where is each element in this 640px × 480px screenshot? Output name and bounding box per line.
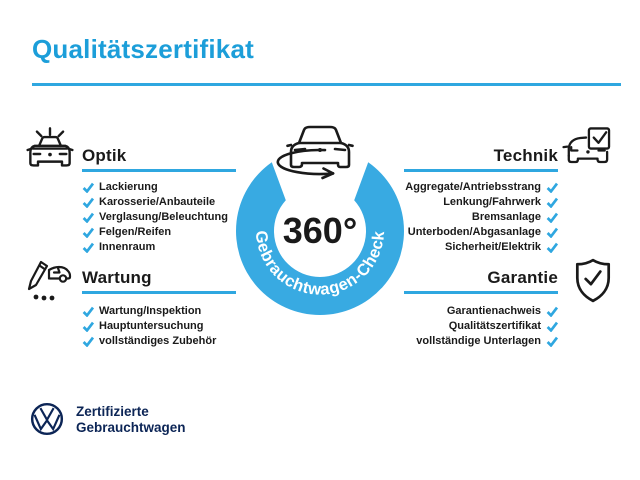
list-item-label: Bremsanlage (471, 211, 541, 223)
pen-car-checklist-icon (24, 256, 74, 306)
brand-line2: Gebrauchtwagen (76, 420, 186, 435)
degrees-label: 360° (282, 210, 358, 251)
check-icon (82, 336, 94, 347)
section-heading: Wartung (82, 268, 152, 287)
check-icon (82, 182, 94, 193)
list-item (82, 240, 236, 255)
car-checkbox-icon (562, 127, 612, 173)
list-item-label: vollständiges Zubehör (99, 335, 217, 347)
list-item-label: Wartung/Inspektion (99, 305, 202, 317)
ring-text-label: Gebrauchtwagen-Check (251, 229, 389, 299)
check-icon (546, 212, 558, 223)
list-item-label: Hauptuntersuchung (99, 320, 204, 332)
section-optik (82, 146, 236, 255)
shield-check-icon (574, 258, 612, 304)
list-item-label: Aggregate/Antriebsstrang (405, 181, 541, 193)
vw-logo (30, 402, 64, 436)
list-item (82, 319, 236, 334)
list-item-label: Unterboden/Abgasanlage (407, 226, 541, 238)
list-item (404, 180, 558, 195)
section-divider (404, 169, 558, 172)
check-icon (82, 242, 94, 253)
list-item-label: Innenraum (99, 241, 156, 253)
car-headlights-icon (26, 126, 74, 170)
list-item-label: Garantienachweis (446, 305, 541, 317)
list-item (82, 334, 236, 349)
check-icon (546, 306, 558, 317)
section-heading: Garantie (487, 268, 558, 287)
list-item-label: Sicherheit/Elektrik (445, 241, 541, 253)
360-check-badge (225, 118, 415, 318)
list-item (404, 319, 558, 334)
list-item-label: Verglasung/Beleuchtung (99, 211, 228, 223)
list-item (82, 304, 236, 319)
page-title: Qualitätszertifikat (32, 34, 254, 64)
check-icon (82, 306, 94, 317)
section-heading: Optik (82, 146, 127, 165)
check-icon (82, 321, 94, 332)
check-icon (82, 197, 94, 208)
title-divider (32, 83, 621, 86)
section-divider (82, 169, 236, 172)
section-heading: Technik (493, 146, 558, 165)
list-item-label: Felgen/Reifen (99, 226, 172, 238)
list-item (404, 195, 558, 210)
list-item (82, 225, 236, 240)
list-item (404, 210, 558, 225)
list-item (404, 334, 558, 349)
list-item (82, 180, 236, 195)
list-item-label: Lenkung/Fahrwerk (443, 196, 541, 208)
check-icon (546, 242, 558, 253)
brand-line1: Zertifizierte (76, 404, 149, 419)
list-item (404, 240, 558, 255)
check-icon (546, 321, 558, 332)
check-icon (546, 227, 558, 238)
section-wartung (82, 268, 236, 349)
list-item-label: Qualitätszertifikat (448, 320, 541, 332)
section-technik (404, 146, 558, 255)
list-item-label: Karosserie/Anbauteile (99, 196, 216, 208)
list-item (82, 195, 236, 210)
check-icon (546, 182, 558, 193)
list-item (404, 304, 558, 319)
check-icon (82, 227, 94, 238)
list-item-label: vollständige Unterlagen (416, 335, 541, 347)
list-item (404, 225, 558, 240)
check-icon (546, 197, 558, 208)
check-icon (82, 212, 94, 223)
check-icon (546, 336, 558, 347)
brand-text (76, 404, 186, 436)
car-rotation-icon (278, 127, 353, 178)
section-divider (404, 291, 558, 294)
list-item (82, 210, 236, 225)
section-garantie (404, 268, 558, 349)
list-item-label: Lackierung (99, 181, 158, 193)
section-divider (82, 291, 236, 294)
